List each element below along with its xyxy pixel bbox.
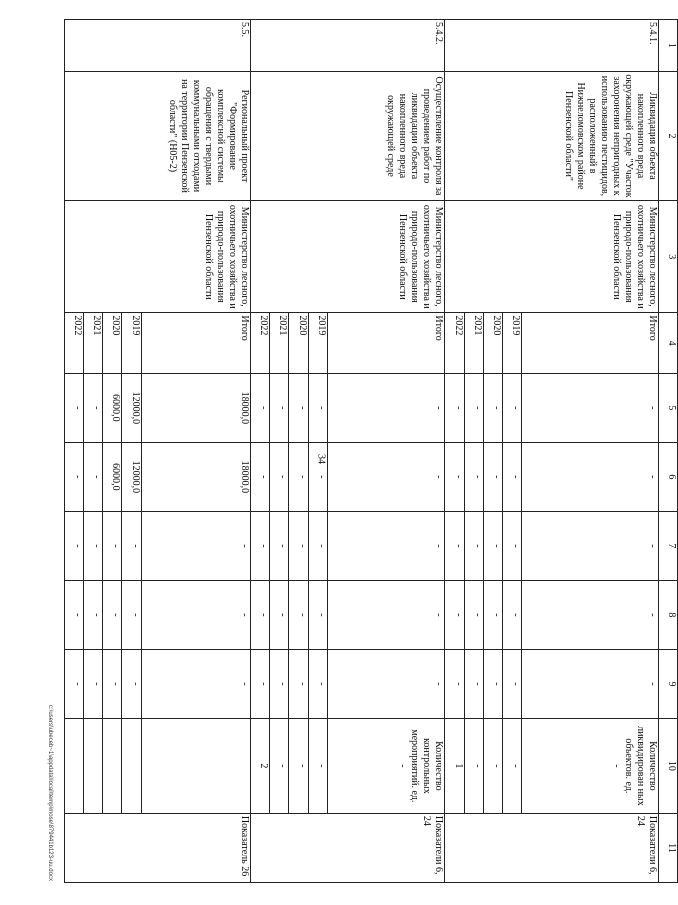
value-cell: - [308,511,327,580]
value-cell: 6000,0 [103,442,122,511]
value-cell: - [103,511,122,580]
value-cell: - [141,511,250,580]
value-cell: - [84,442,103,511]
indicator-cell [522,718,659,813]
value-cell: 12000,0 [122,373,141,442]
program-table [64,19,678,883]
year-cell: 2021 [84,313,103,373]
value-cell: - [308,580,327,649]
value-cell: - [445,511,464,580]
indicator-name: Количество контрольных мероприятий. ед. [409,729,445,803]
value-cell: - [65,580,84,649]
value-cell: - [122,580,141,649]
value-cell: - [464,580,483,649]
value-cell: - [483,511,502,580]
value-cell: - [270,649,289,718]
item-name: Осуществление контроля за проведением работ по ликвидации объекта накопленного вреда окружающей среде [251,71,445,200]
header-row [658,20,677,883]
value-cell: - [103,649,122,718]
value-cell: - [464,511,483,580]
value-cell: - [522,442,659,511]
value-cell: - [251,442,270,511]
value-cell: - [502,718,521,813]
value-cell: 1 [445,718,464,813]
value-cell: - [522,373,659,442]
value-cell: - [270,511,289,580]
value-cell [65,718,84,813]
value-cell [103,718,122,813]
value-cell: - [270,580,289,649]
value-cell: - [289,511,308,580]
value-cell: - [502,511,521,580]
year-cell: 2019 [502,313,521,373]
year-cell: 2022 [445,313,464,373]
value-cell: - [327,580,445,649]
value-cell: - [289,649,308,718]
year-cell: 2020 [289,313,308,373]
value-cell [84,718,103,813]
value-cell: - [65,373,84,442]
value-cell: 12000,0 [122,442,141,511]
executor: Министерство лесного, охотничьего хозяйства и природо-пользования Пензенской области [65,201,251,313]
indicator-value: - [397,764,409,768]
value-cell: 6000,0 [103,373,122,442]
year-cell: 2019 [122,313,141,373]
indicator-name: Количество ликвидирован ных объектов. ед. [622,726,658,806]
value-cell: - [251,511,270,580]
value-cell: - [464,373,483,442]
year-cell: 2019 [308,313,327,373]
value-cell: - [308,442,327,511]
column-number-header: 1 [658,20,677,72]
value-cell: - [84,373,103,442]
value-cell: - [327,649,445,718]
value-cell: 18000,0 [141,373,250,442]
item-number: 5.4.1. [445,20,658,72]
year-cell: Итого [141,313,250,373]
value-cell: - [289,580,308,649]
value-cell: - [65,649,84,718]
item-name: Ликвидация объекта накопленного вреда окружающей среде "Участок захоронения непригодных к использованию пестицидов, расположенный в Нижнеломовском районе Пензенской области" [445,71,658,200]
year-cell: 2021 [270,313,289,373]
year-cell: 2020 [103,313,122,373]
note-cell: Показатель 26 [65,813,251,882]
column-number-header: 9 [658,649,677,718]
value-cell: - [289,373,308,442]
value-cell: - [464,442,483,511]
value-cell: - [251,649,270,718]
value-cell: - [141,649,250,718]
page-number: 34 [315,454,327,464]
column-number-header: 5 [658,373,677,442]
value-cell: - [308,718,327,813]
value-cell: - [270,373,289,442]
value-cell: - [84,511,103,580]
column-number-header: 11 [658,813,677,882]
value-cell: - [308,649,327,718]
value-cell: - [65,511,84,580]
value-cell: - [289,718,308,813]
value-cell: - [122,649,141,718]
year-cell: 2020 [483,313,502,373]
value-cell: - [84,580,103,649]
value-cell [122,718,141,813]
value-cell: - [84,649,103,718]
note-cell: Показатели 6, 24 [251,813,445,882]
item-number: 5.5. [65,20,251,72]
year-cell: Итого [327,313,445,373]
value-cell: - [65,442,84,511]
value-cell: 2 [251,718,270,813]
note-cell: Показатели 6, 24 [445,813,658,882]
value-cell: - [251,373,270,442]
executor: Министерство лесного, охотничьего хозяйства и природо-пользования Пензенской области [445,201,658,313]
value-cell: - [327,373,445,442]
value-cell: - [502,580,521,649]
value-cell: - [483,718,502,813]
column-number-header: 2 [658,71,677,200]
executor: Министерство лесного, охотничьего хозяйства и природо-пользования Пензенской области [251,201,445,313]
value-cell: - [270,718,289,813]
column-number-header: 10 [658,718,677,813]
table-row [327,20,445,883]
footer-file-path: c:\users\ubeceb~1\appdata\local\temp\mose\879441b123-uu.docx [47,705,53,881]
year-cell: 2022 [251,313,270,373]
value-cell: - [445,373,464,442]
value-cell: - [122,511,141,580]
column-number-header: 6 [658,442,677,511]
item-name: Региональный проект "Формирование комплексной системы обращения с твердыми коммунальными отходами на территории Пензенской области" (Н05-2) [65,71,251,200]
value-cell: - [327,511,445,580]
value-cell: - [483,580,502,649]
value-cell: - [483,442,502,511]
document-table [64,19,678,883]
year-cell: Итого [522,313,659,373]
year-cell: 2022 [65,313,84,373]
value-cell: 18000,0 [141,442,250,511]
value-cell: - [141,580,250,649]
value-cell: - [327,442,445,511]
value-cell: - [251,580,270,649]
value-cell: - [445,580,464,649]
indicator-cell [141,718,250,813]
column-number-header: 7 [658,511,677,580]
value-cell: - [464,718,483,813]
value-cell: - [502,649,521,718]
value-cell: - [464,649,483,718]
item-number: 5.4.2. [251,20,445,72]
value-cell: - [270,442,289,511]
column-number-header: 4 [658,313,677,373]
value-cell: - [445,649,464,718]
year-cell: 2021 [464,313,483,373]
value-cell: - [308,373,327,442]
value-cell: - [502,373,521,442]
column-number-header: 8 [658,580,677,649]
indicator-cell [327,718,445,813]
value-cell: - [445,442,464,511]
column-number-header: 3 [658,201,677,313]
value-cell: - [483,649,502,718]
value-cell: - [502,442,521,511]
value-cell: - [522,511,659,580]
value-cell: - [483,373,502,442]
table-row [141,20,250,883]
value-cell: - [103,580,122,649]
value-cell: - [522,580,659,649]
table-row [522,20,659,883]
value-cell: - [522,649,659,718]
value-cell: - [289,442,308,511]
indicator-value: - [610,764,622,768]
